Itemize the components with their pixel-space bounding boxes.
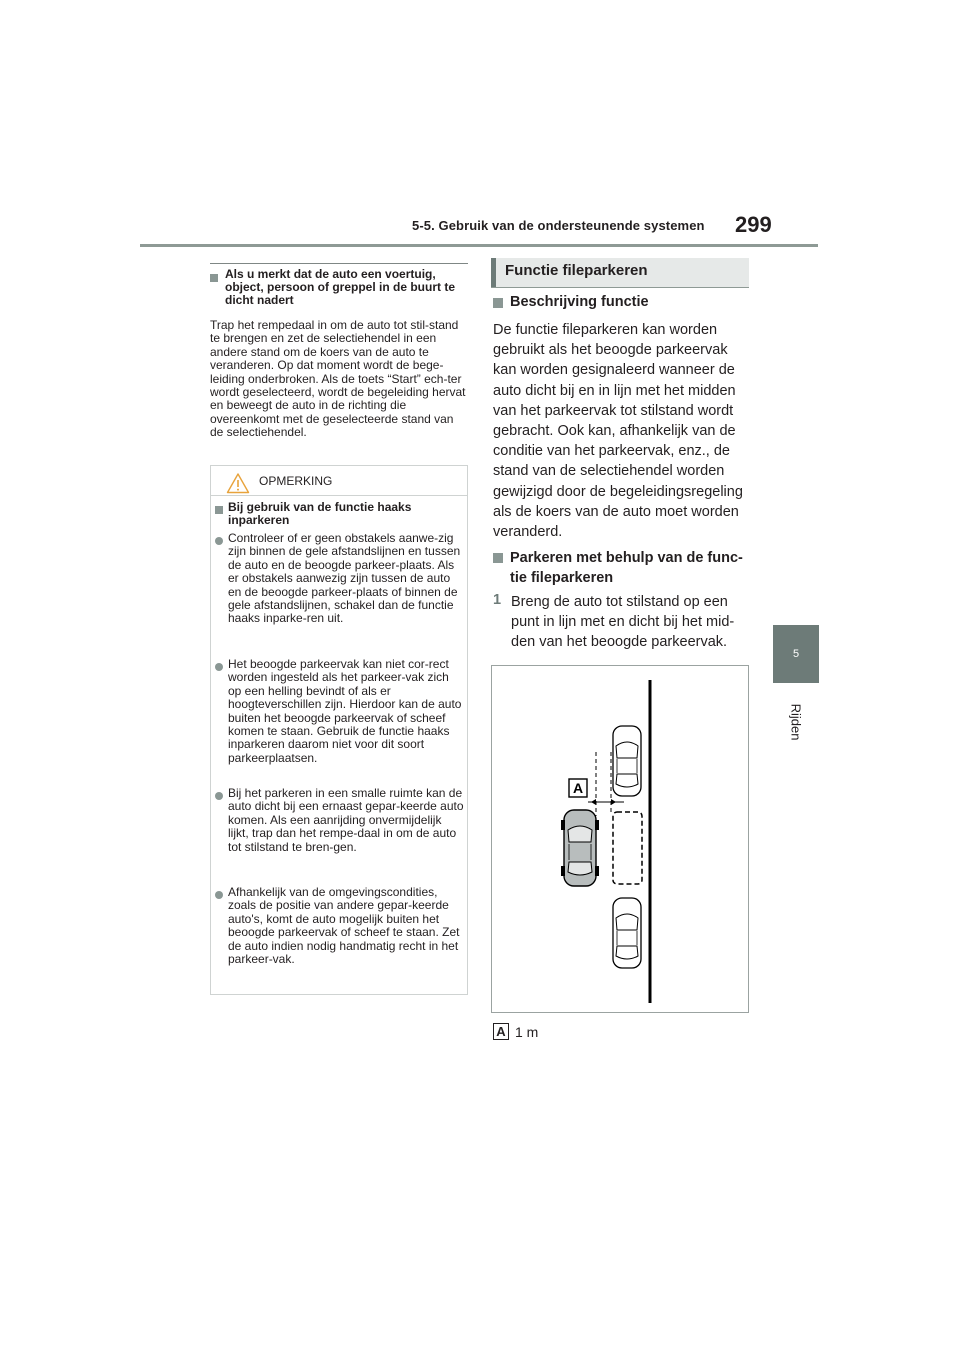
square-bullet-icon (493, 553, 503, 563)
step-text: Breng de auto tot stilstand op een punt in lijn met en dicht bij het mid-den van het beoogde parkeervak. (511, 594, 735, 651)
round-bullet-icon (215, 891, 223, 899)
section-title-bar-accent (491, 258, 496, 287)
subheading-description: Beschrijving functie (510, 294, 649, 310)
round-bullet-icon (215, 537, 223, 545)
chapter-number: 5 (792, 648, 800, 660)
diagram-label-a: A (572, 780, 584, 796)
parallel-parking-diagram (491, 665, 749, 1013)
warning-triangle-icon (226, 472, 250, 494)
left-body-text: Trap het rempedaal in om de auto tot stil-stand te brengen en zet de selectiehendel in een andere stand om de koers van de auto te veranderen. Op dat moment wordt de bege-leiding onderbroken. Als de toets “Start” ech-ter wordt geselecteerd, wordt de begeleiding hervat en beweegt de auto in de richting die overeenkomt met de geselecteerde stand van de selectiehendel. (210, 318, 466, 440)
header-rule (140, 244, 818, 247)
note-heading: Bij gebruik van de functie haaks inparkeren (228, 500, 412, 527)
description-body-text: De functie fileparkeren kan worden gebruikt als het beoogde parkeervak kan worden gesignaleerd wanneer de auto dicht bij en in lijn met het midden van het parkeervak tot stilstand wordt gebracht. Ook kan, afhankelijk van de conditie van het parkeervak, enz., de stand van de selectiehendel worden gewijzigd door de begeleidingsregeling als de koers van de auto moet worden veranderd. (493, 322, 743, 541)
legend-value: 1 m (515, 1024, 539, 1040)
legend-key-badge (493, 1023, 509, 1040)
square-bullet-icon (210, 274, 218, 282)
left-subheading: Als u merkt dat de auto een voertuig, object, persoon of greppel in de buurt te dicht nadert (225, 267, 456, 307)
page-number: 299 (735, 212, 772, 237)
running-header-section: 5-5. Gebruik van de ondersteunende systemen (412, 218, 705, 233)
parked-car-front-icon (613, 726, 641, 796)
note-item: Controleer of er geen obstakels aanwe-zig zijn binnen de gele afstandslijnen en tussen de auto en de beoogde parkeer-plaats. Als er obstakels aanwezig zijn tussen de auto en de beoogde parkeer-plaats of binnen de gele afstandslijnen, schakel dan de functie haaks inparke-ren uit. (228, 531, 461, 626)
square-bullet-icon (493, 298, 503, 308)
parking-illustration (492, 666, 750, 1014)
round-bullet-icon (215, 663, 223, 671)
step-number: 1 (493, 592, 502, 608)
note-item: Afhankelijk van de omgevingscondities, zoals de positie van andere gepar-keerde auto's, komt de auto mogelijk buiten het beoogde parkeervak of scheef te staan. Zet de auto indien nodig handmatig recht in het parkeer-vak. (228, 885, 460, 967)
round-bullet-icon (215, 792, 223, 800)
legend-key: A (496, 1024, 506, 1039)
note-item: Het beoogde parkeervak kan niet cor-rect worden ingesteld als het parkeer-vak zich op een helling bevindt of als er hoogteverschillen zijn. Hierdoor kan de auto buiten het beoogde parkeervak of scheef komen te staan. Gebruik de functie haaks inparkeren daarom niet voor dit soort parkeerplaatsen. (228, 657, 462, 765)
note-separator (210, 495, 468, 496)
parked-car-rear-icon (613, 898, 641, 968)
chapter-tab (773, 625, 819, 683)
chapter-title-vertical (771, 702, 821, 742)
subheading-parking-procedure: Parkeren met behulp van de func-tie fileparkeren (510, 550, 743, 587)
own-car-icon (561, 810, 599, 886)
note-item: Bij het parkeren in een smalle ruimte kan de auto dicht bij een ernaast gepar-keerde auto komen. Als een aanrijding onvermijdelijk lijkt, trap dan het rempe-daal in om de auto tot stilstand te bren-gen. (228, 786, 464, 854)
square-bullet-icon (215, 506, 223, 514)
note-title: OPMERKING (259, 474, 333, 488)
chapter-title: Rijden (788, 703, 804, 741)
left-column-rule (210, 263, 468, 264)
section-title: Functie fileparkeren (505, 262, 648, 279)
